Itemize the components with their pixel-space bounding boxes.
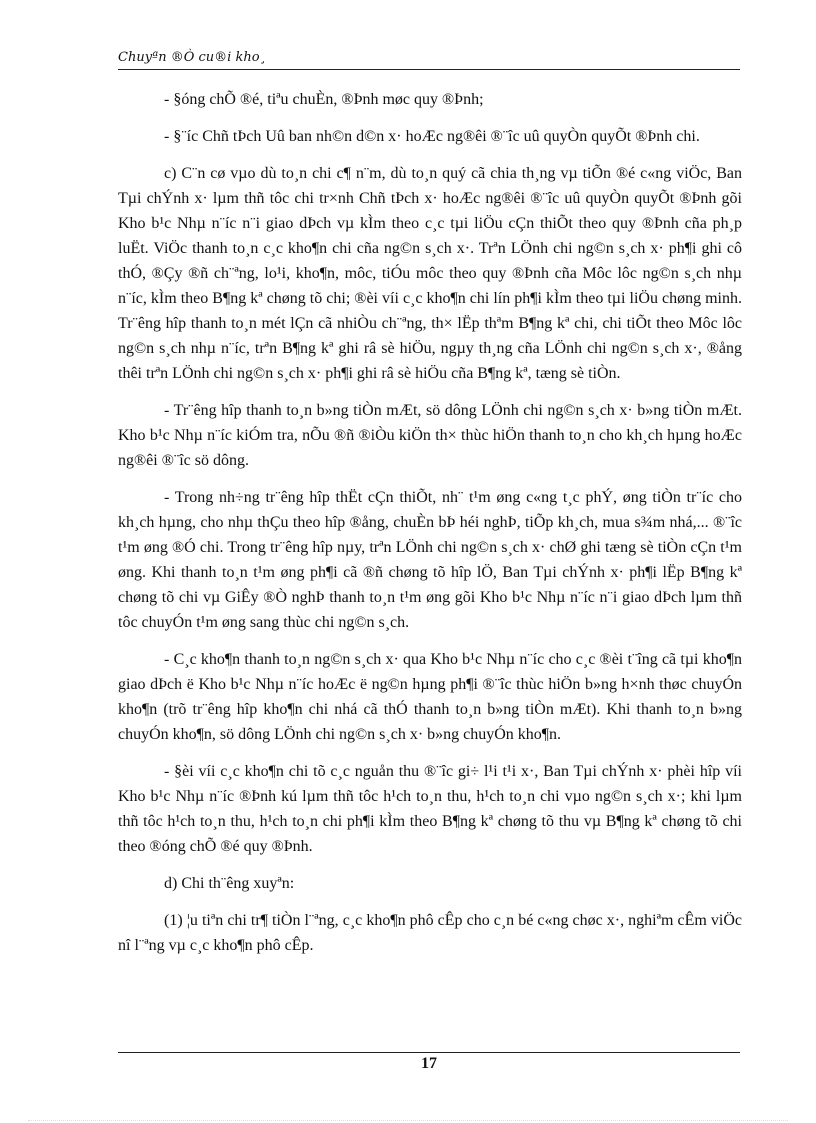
paragraph: - C¸c kho¶n thanh to¸n ng©n s¸ch x· qua Kho b¹c Nhµ n¨íc cho c¸c ®èi t¨îng cã tµi kho¶n giao dÞch ë Kho b¹c Nhµ n¨íc hoÆc ë ng©n hµng ph¶i ®¨îc thùc hiÖn b»ng h×nh thøc chuyÓn kho¶n (trõ tr¨êng hîp kho¶n chi nhá cã thÓ thanh to¸n b»ng tiÒn mÆt). Khi thanh to¸n b»ng chuyÓn kho¶n, sö dông LÖnh chi ng©n s¸ch x· b»ng chuyÓn kho¶n.	[118, 651, 742, 743]
paragraph: - Tr¨êng hîp thanh to¸n b»ng tiÒn mÆt, sö dông LÖnh chi ng©n s¸ch x· b»ng tiÒn mÆt. Kho b¹c Nhµ n¨íc kiÓm tra, nÕu ®ñ ®iÒu kiÖn th× thùc hiÖn thanh to¸n cho kh¸ch hµng hoÆc ng®êi ®¨îc sö dông.	[118, 402, 742, 469]
page-edge-divider	[28, 1120, 788, 1121]
footer-rule	[118, 1052, 740, 1053]
paragraph: - §¨íc Chñ tÞch Uû ban nh©n d©n x· hoÆc ng®êi ®¨îc uû quyÒn quyÕt ®Þnh chi.	[164, 128, 700, 145]
paragraph: d) Chi th¨êng xuyªn:	[164, 875, 295, 892]
paragraph: - §óng chÕ ®é, tiªu chuÈn, ®Þnh møc quy ®Þnh;	[164, 91, 484, 108]
paragraph: - §èi víi c¸c kho¶n chi tõ c¸c nguån thu ®¨îc gi÷ l¹i t¹i x·, Ban Tµi chÝnh x· phèi hîp víi Kho b¹c Nhµ n¨íc ®Þnh kú lµm thñ tôc h¹ch to¸n thu, h¹ch to¸n chi vµo ng©n s¸ch x·; khi lµm thñ tôc h¹ch to¸n thu, h¹ch to¸n chi ph¶i kÌm theo B¶ng kª chøng tõ thu vµ B¶ng kª chøng tõ chi theo ®óng chÕ ®é quy ®Þnh.	[118, 763, 742, 855]
header-rule	[118, 69, 740, 70]
paragraph: (1) ¦u tiªn chi tr¶ tiÒn l¨ªng, c¸c kho¶n phô cÊp cho c¸n bé c«ng chøc x·, nghiªm cÊm viÖc nî l¨ªng vµ c¸c kho¶n phô cÊp.	[118, 912, 742, 954]
running-header: Chuyªn ®Ò cu®i kho¸	[118, 50, 267, 65]
body-text	[118, 87, 742, 970]
page-number: 17	[421, 1055, 437, 1072]
paragraph: c) C¨n cø vµo dù to¸n chi c¶ n¨m, dù to¸n quý cã chia th¸ng vµ tiÕn ®é c«ng viÖc, Ban Tµi chÝnh x· lµm thñ tôc chi tr×nh Chñ tÞch x· hoÆc ng®êi ®¨îc uû quyÒn quyÕt ®Þnh gõi Kho b¹c Nhµ n¨íc n¨i giao dÞch vµ kÌm theo c¸c tµi liÖu cÇn thiÕt theo quy ®Þnh cña ph¸p luËt. ViÖc thanh to¸n c¸c kho¶n chi cña ng©n s¸ch x·. Trªn LÖnh chi ng©n s¸ch x· ph¶i ghi cô thÓ, ®Çy ®ñ ch¨ªng, lo¹i, kho¶n, môc, tiÓu môc theo quy ®Þnh cña Môc lôc ng©n s¸ch nhµ n¨íc, kÌm theo B¶ng kª chøng tõ chi; ®èi víi c¸c kho¶n chi lín ph¶i kÌm theo tµi liÖu chøng minh. Tr¨êng hîp thanh to¸n mét lÇn cã nhiÒu ch¨ªng, th× lËp thªm B¶ng kª chi, chi tiÕt theo Môc lôc ng©n s¸ch nhµ n¨íc, trªn B¶ng kª ghi râ sè hiÖu, ngµy th¸ng cña LÖnh chi ng©n s¸ch x·, ®ång thêi trªn LÖnh chi ng©n s¸ch x· ph¶i ghi râ sè hiÖu cña B¶ng kª, tæng sè tiÒn.	[118, 165, 742, 382]
paragraph: - Trong nh÷ng tr¨êng hîp thËt cÇn thiÕt, nh¨ t¹m øng c«ng t¸c phÝ, øng tiÒn tr¨íc cho kh¸ch hµng, cho nhµ thÇu theo hîp ®ång, chuÈn bÞ héi nghÞ, tiÕp kh¸ch, mua s¾m nhá,... ®¨îc t¹m øng ®Ó chi. Trong tr¨êng hîp nµy, trªn LÖnh chi ng©n s¸ch x· chØ ghi tæng sè tiÒn cÇn t¹m øng. Khi thanh to¸n t¹m øng ph¶i cã ®ñ chøng tõ hîp lÖ, Ban Tµi chÝnh x· ph¶i lËp B¶ng kª chøng tõ chi vµ GiÊy ®Ò nghÞ thanh to¸n t¹m øng gõi Kho b¹c Nhµ n¨íc n¨i giao dÞch lµm thñ tôc chuyÓn t¹m øng sang thùc chi ng©n s¸ch.	[118, 489, 742, 631]
